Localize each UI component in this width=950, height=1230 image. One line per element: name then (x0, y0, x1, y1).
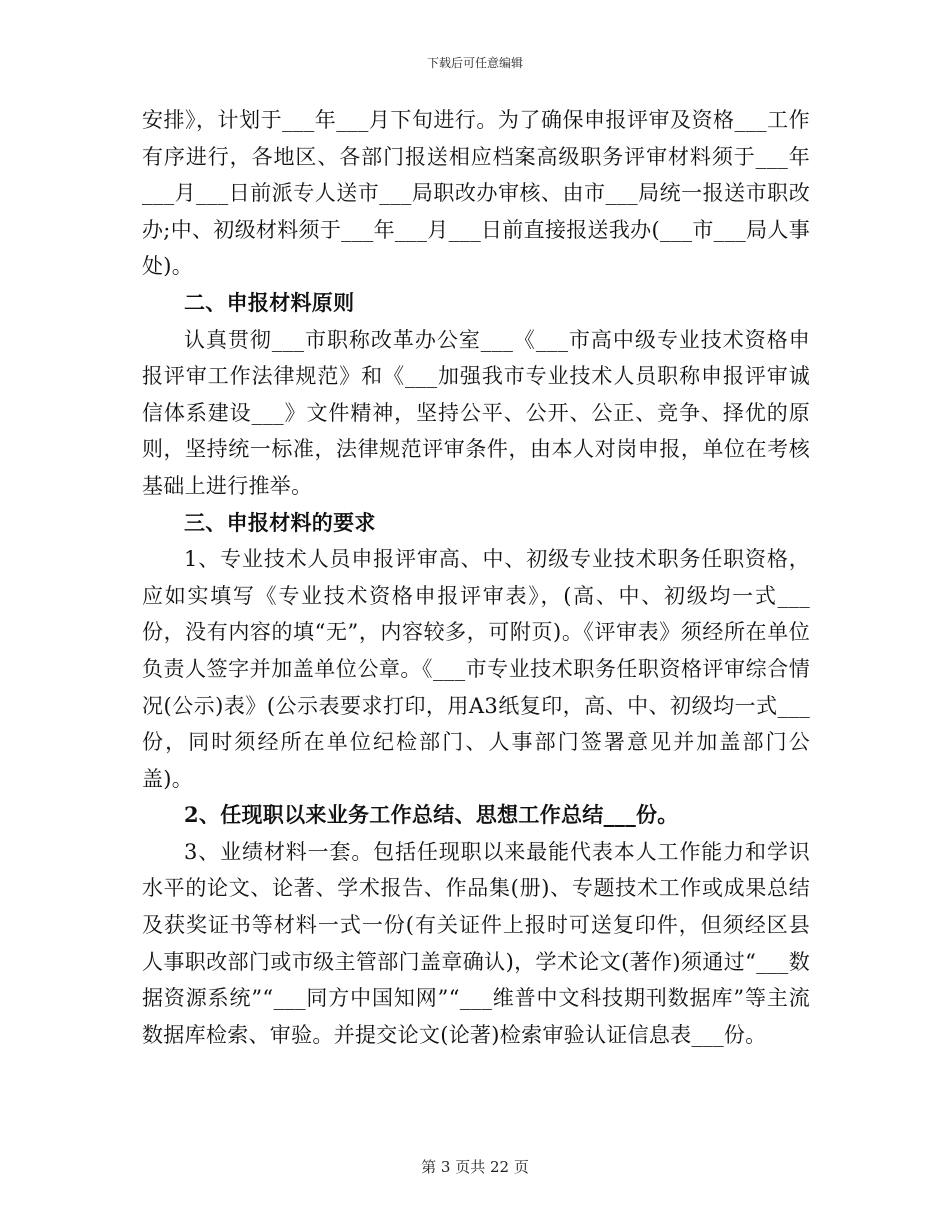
section-heading-requirements: 三、申报材料的要求 (184, 509, 376, 535)
page-header: 下载后可任意编辑 (426, 56, 523, 70)
page-footer: 第 3 页共 22 页 (421, 1158, 529, 1176)
paragraph-requirement-1: 1、专业技术人员申报评审高、中、初级专业技术职务任职资格，应如实填写《专业技术资格申报评审表》，(高、中、初级均一式___份，没有内容的填“无”，内容较多，可附页)。《评审表》须经所在单位负责人签字并加盖单位公章。《___市专业技术职务任职资格评审综合情况(公示)表》(公示表要求打印，用A3纸复印，高、中、初级均一式___份，同时须经所在单位纪检部门、人事部门签署意见并加盖部门公盖)。 (142, 547, 810, 791)
paragraph-requirement-3: 3、业绩材料一套。包括任现职以来最能代表本人工作能力和学识水平的论文、论著、学术报告、作品集(册)、专题技术工作或成果总结及获奖证书等材料一式一份(有关证件上报时可送复印件，但须经区县人事职改部门或市级主管部门盖章确认)，学术论文(著作)须通过“___数据资源系统”“___同方中国知网”“___维普中文科技期刊数据库”等主流数据库检索、审验。并提交论文(论著)检索审验认证信息表___份。 (142, 839, 810, 1047)
paragraph-schedule: 安排》，计划于___年___月下旬进行。为了确保申报评审及资格___工作有序进行，各地区、各部门报送相应档案高级职务评审材料须于___年___月___日前派专人送市___局职改办审核、由市___局统一报送市职改办;中、初级材料须于___年___月___日前直接报送我办(___市___局人事处)。 (142, 108, 810, 279)
document-body (142, 102, 810, 1053)
section-heading-principles: 二、申报材料原则 (184, 289, 355, 315)
paragraph-principles: 认真贯彻___市职称改革办公室___《___市高中级专业技术资格申报评审工作法律规范》和《___加强我市专业技术人员职称申报评审诚信体系建设___》文件精神，坚持公平、公开、公正、竞争、择优的原则，坚持统一标准，法律规范评审条件，由本人对岗申报，单位在考核基础上进行推举。 (142, 327, 810, 498)
paragraph-requirement-2: 2、任现职以来业务工作总结、思想工作总结___份。 (184, 802, 679, 828)
